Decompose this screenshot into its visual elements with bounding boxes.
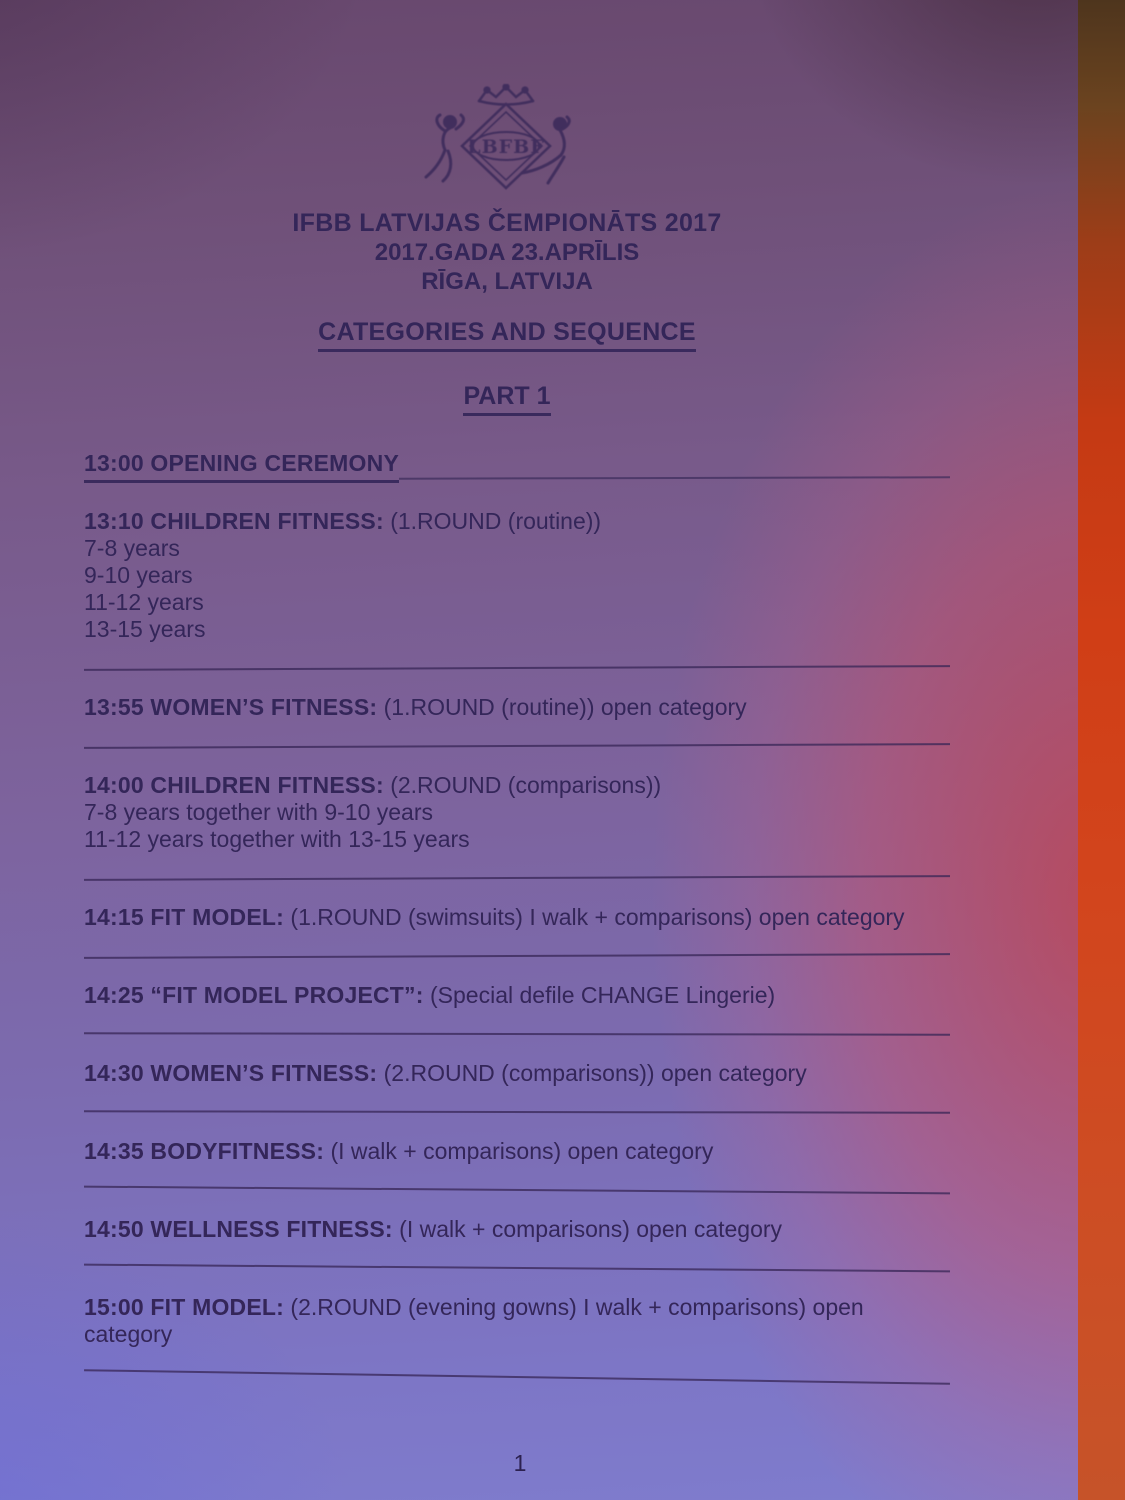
schedule-line (84, 694, 950, 721)
round-details: (1.ROUND (swimsuits) I walk + comparisons) open category (290, 904, 905, 930)
schedule-item (84, 772, 950, 853)
category-label: “FIT MODEL PROJECT”: (150, 982, 424, 1008)
divider-line (84, 953, 950, 959)
category-label: OPENING CEREMONY (150, 450, 399, 476)
round-details: (2.ROUND (comparisons)) open category (383, 1060, 807, 1086)
age-group: 9-10 years (84, 562, 193, 588)
page-title: IFBB LATVIJAS ČEMPIONĀTS 2017 (292, 209, 722, 237)
category-label: BODYFITNESS: (150, 1138, 325, 1164)
event-location: RĪGA, LATVIJA (421, 268, 593, 295)
male-athlete-icon (426, 115, 463, 181)
lbfbf-emblem-icon (422, 84, 592, 196)
round-details: (2.ROUND (evening gowns) I walk + comparisons) open category (84, 1294, 864, 1347)
time-label: 14:00 (84, 772, 144, 798)
category-label: WOMEN’S FITNESS: (150, 694, 378, 720)
schedule-line (84, 1138, 950, 1165)
schedule-heading (84, 982, 424, 1008)
schedule-list (84, 450, 950, 1378)
age-group: 11-12 years together with 13-15 years (84, 826, 470, 852)
category-label: FIT MODEL: (150, 1294, 285, 1320)
part-heading: PART 1 (0, 382, 1014, 416)
divider-line (84, 665, 950, 671)
divider-line (84, 1186, 950, 1195)
time-label: 13:10 (84, 508, 144, 534)
schedule-line (84, 508, 950, 535)
time-label: 14:50 (84, 1216, 144, 1242)
schedule-line (84, 982, 950, 1009)
schedule-heading (84, 772, 384, 798)
category-label: WELLNESS FITNESS: (150, 1216, 393, 1242)
schedule-heading (84, 904, 284, 930)
category-label: WOMEN’S FITNESS: (150, 1060, 378, 1086)
schedule-heading (84, 1138, 324, 1164)
schedule-line (84, 1294, 950, 1348)
divider-line (84, 743, 950, 749)
round-details: (Special defile CHANGE Lingerie) (430, 982, 776, 1008)
crown-icon (479, 85, 533, 105)
age-group: 7-8 years together with 9-10 years (84, 799, 434, 825)
time-label: 13:55 (84, 694, 144, 720)
schedule-heading (84, 694, 377, 720)
page-number: 1 (513, 1450, 527, 1476)
schedule-line (84, 904, 950, 931)
event-date: 2017.GADA 23.APRĪLIS (374, 239, 640, 266)
time-label: 14:15 (84, 904, 144, 930)
schedule-item (84, 1294, 950, 1348)
time-label: 14:25 (84, 982, 144, 1008)
schedule-heading (84, 1060, 377, 1086)
schedule-line (84, 450, 950, 483)
age-group: 11-12 years (84, 589, 204, 615)
divider-line (84, 1110, 950, 1114)
schedule-line (84, 1216, 950, 1243)
time-label: 15:00 (84, 1294, 144, 1320)
sequence-heading: CATEGORIES AND SEQUENCE (0, 318, 1014, 352)
logo-abbreviation: LBFBF (467, 136, 545, 158)
age-group: 7-8 years (84, 535, 180, 561)
round-details: (I walk + comparisons) open category (330, 1138, 714, 1164)
divider-line (84, 875, 950, 881)
schedule-item (84, 450, 950, 483)
document-masthead (0, 0, 1014, 296)
schedule-item (84, 1060, 950, 1087)
round-details: (2.ROUND (comparisons)) (390, 772, 662, 798)
round-details: (1.ROUND (routine)) open category (383, 694, 747, 720)
schedule-item (84, 1138, 950, 1165)
schedule-heading (84, 1216, 393, 1242)
federation-logo (0, 84, 1014, 196)
divider-line (84, 1032, 950, 1036)
schedule-heading (84, 1294, 284, 1320)
category-label: CHILDREN FITNESS: (150, 508, 384, 534)
schedule-line (84, 772, 950, 799)
divider-line (84, 1264, 950, 1273)
category-label: CHILDREN FITNESS: (150, 772, 384, 798)
time-label: 14:30 (84, 1060, 144, 1086)
time-label: 14:35 (84, 1138, 144, 1164)
schedule-heading (84, 508, 384, 534)
schedule-item (84, 694, 950, 721)
time-label: 13:00 (84, 450, 144, 476)
schedule-item (84, 904, 950, 931)
divider-line (84, 1369, 950, 1385)
ruled-line (399, 476, 950, 479)
schedule-item (84, 508, 950, 643)
schedule-item (84, 982, 950, 1009)
schedule-item (84, 1216, 950, 1243)
schedule-line (84, 1060, 950, 1087)
schedule-heading (84, 450, 399, 476)
age-group: 13-15 years (84, 616, 206, 642)
round-details: (I walk + comparisons) open category (399, 1216, 783, 1242)
round-details: (1.ROUND (routine)) (390, 508, 602, 534)
category-label: FIT MODEL: (150, 904, 285, 930)
